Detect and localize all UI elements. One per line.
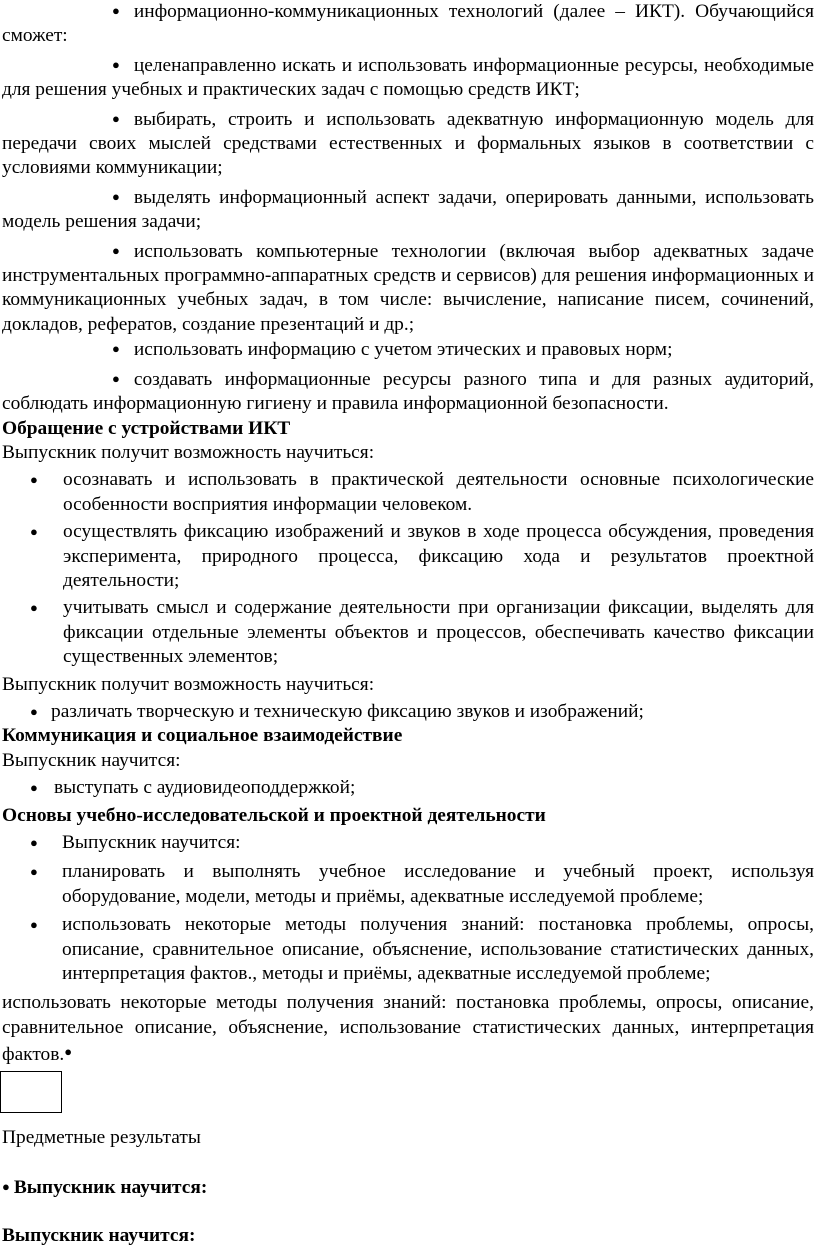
list-item-text: различать творческую и техническую фиксацию звуков и изображений; bbox=[51, 700, 644, 722]
list-item bbox=[0, 860, 816, 909]
bullet-icon: ● bbox=[2, 1179, 10, 1195]
list-item-text: выступать с аудиовидеоподдержкой; bbox=[54, 777, 356, 799]
bullet-icon: ● bbox=[112, 110, 120, 126]
paragraph-methods bbox=[0, 991, 816, 1067]
list-item-text: учитывать смысл и содержание деятельности при организации фиксации, выделять для фиксации отдельные элементы объектов и процессов, обеспечивать качество фиксации существенных элементов; bbox=[63, 597, 814, 668]
bullet-icon: ● bbox=[30, 917, 38, 933]
list-item bbox=[0, 468, 816, 517]
bullet-icon: ● bbox=[112, 3, 120, 18]
subheading: Выпускник научится: bbox=[2, 749, 181, 771]
list-item bbox=[0, 53, 816, 103]
bullet-icon: ● bbox=[30, 524, 38, 540]
heading-text: Выпускник научится: bbox=[13, 1177, 208, 1199]
bullet-icon: ● bbox=[112, 242, 120, 258]
bullet-icon: ● bbox=[30, 472, 38, 488]
list-item bbox=[0, 913, 816, 986]
list-item-text: использовать компьютерные технологии (включая выбор адекватных задаче инструментальных программно-аппаратных средств и сервисов) для решения информационных и коммуникационных учебных задач, в том числе: вычисление, написание писем, сочинений, докладов, рефератов, создание презентаций и др.; bbox=[2, 240, 814, 335]
bullet-icon: ● bbox=[30, 703, 38, 719]
section-heading: Основы учебно-исследовательской и проектной деятельности bbox=[2, 804, 546, 826]
list-item-text: создавать информационные ресурсы разного типа и для разных аудиторий, соблюдать информационную гигиену и правила информационной безопасности. bbox=[2, 368, 814, 415]
list-item-text: Выпускник научится: bbox=[62, 832, 241, 853]
empty-table-cell bbox=[0, 1071, 62, 1113]
bullet-icon: ● bbox=[112, 188, 120, 204]
list-item bbox=[0, 700, 816, 724]
subheading: Выпускник получит возможность научиться: bbox=[2, 673, 375, 695]
bullet-icon: ● bbox=[112, 370, 120, 386]
list-item bbox=[0, 367, 816, 417]
bullet-icon: ● bbox=[30, 864, 38, 880]
paragraph-ict bbox=[0, 0, 816, 49]
bold-heading: Выпускник научится: bbox=[2, 1225, 196, 1247]
list-item bbox=[0, 107, 816, 181]
list-item-text: целенаправленно искать и использовать информационные ресурсы, необходимые для решения учебных и практических задач с помощью средств ИКТ; bbox=[2, 54, 814, 101]
list-item-text: осуществлять фиксацию изображений и звуков в ходе процесса обсуждения, проведения эксперимента, природного процесса, фиксацию хода и результатов проектной деятельности; bbox=[63, 521, 814, 591]
bullet-icon: ● bbox=[30, 600, 38, 616]
paragraph-text: использовать некоторые методы получения знаний: постановка проблемы, опросы, описание, сравнительное описание, объяснение, использование статистических данных, интерпретация фактов. bbox=[2, 992, 814, 1066]
list-item bbox=[0, 520, 816, 593]
subheading: Выпускник получит возможность научиться: bbox=[2, 441, 375, 463]
list-item-text: планировать и выполнять учебное исследование и учебный проект, используя оборудование, модели, методы и приёмы, адекватные исследуемой проблеме; bbox=[62, 861, 814, 907]
section-heading: Коммуникация и социальное взаимодействие bbox=[2, 725, 403, 747]
section-heading: Обращение с устройствами ИКТ bbox=[2, 417, 291, 439]
list-item bbox=[0, 185, 816, 235]
list-item bbox=[0, 831, 816, 855]
list-item-text: выделять информационный аспект задачи, оперировать данными, использовать модель решения задачи; bbox=[2, 186, 814, 233]
bullet-icon: ● bbox=[112, 56, 120, 72]
list-item-text: осознавать и использовать в практической деятельности основные психологические особенности восприятия информации человеком. bbox=[63, 469, 814, 515]
bullet-icon: ● bbox=[30, 780, 38, 796]
list-item-text: использовать информацию с учетом этических и правовых норм; bbox=[133, 339, 673, 361]
bullet-icon: ● bbox=[112, 341, 120, 357]
list-item bbox=[0, 337, 816, 362]
list-item-text: использовать некоторые методы получения знаний: постановка проблемы, опросы, описание, сравнительное описание, объяснение, использование статистических данных, интерпретация фактов., методы и приёмы, адекватные исследуемой проблеме; bbox=[62, 914, 814, 985]
paragraph-subject-results: Предметные результаты bbox=[2, 1126, 201, 1148]
bullet-icon: ● bbox=[30, 835, 38, 850]
paragraph-text: информационно-коммуникационных технологий (далее – ИКТ). Обучающийся сможет: bbox=[2, 1, 814, 47]
list-item-text: выбирать, строить и использовать адекватную информационную модель для передачи своих мыслей средствами естественных и формальных языков в соответствии с условиями коммуникации; bbox=[2, 108, 814, 179]
list-item bbox=[0, 239, 816, 338]
bold-heading bbox=[0, 1175, 816, 1200]
list-item bbox=[0, 776, 816, 800]
list-item bbox=[0, 596, 816, 669]
bullet-icon: ● bbox=[64, 1044, 73, 1060]
